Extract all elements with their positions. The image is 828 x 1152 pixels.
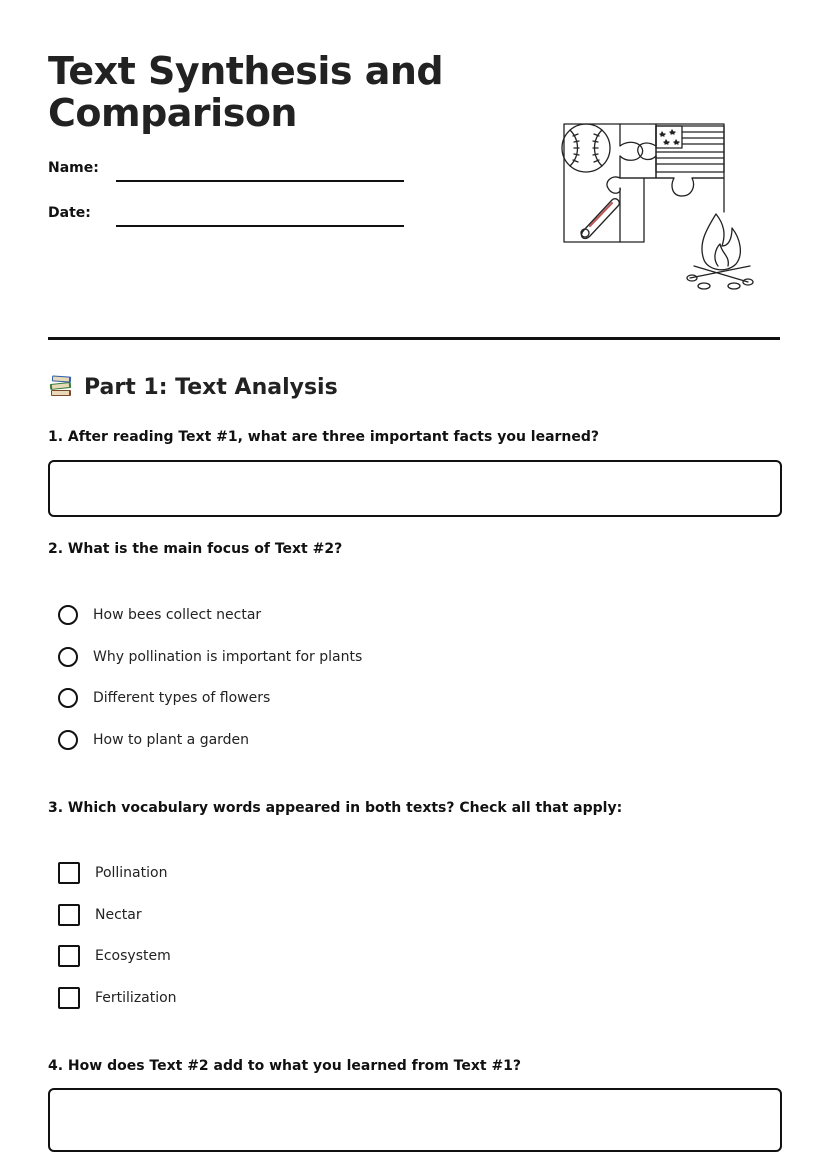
date-input-line[interactable] (116, 225, 404, 227)
q2-option-label: How bees collect nectar (93, 607, 262, 623)
q2-option-3[interactable] (58, 686, 270, 710)
q3-option-label: Fertilization (95, 990, 177, 1006)
q3-option-label: Ecosystem (95, 948, 171, 964)
name-input-line[interactable] (116, 180, 404, 182)
checkbox[interactable] (58, 945, 80, 967)
checkbox[interactable] (58, 904, 80, 926)
q2-option-label: How to plant a garden (93, 732, 250, 748)
date-field (48, 205, 408, 231)
page-title (48, 50, 448, 134)
q3-option-label: Pollination (95, 865, 168, 881)
question-1: 1. After reading Text #1, what are three important facts you learned? (48, 429, 600, 445)
question-2: 2. What is the main focus of Text #2? (48, 541, 343, 557)
worksheet-header (48, 50, 448, 134)
q3-option-4[interactable] (58, 986, 177, 1010)
puzzle-clipart-icon (556, 116, 756, 298)
q2-option-2[interactable] (58, 645, 362, 669)
name-label: Name: (48, 160, 99, 176)
header-divider (48, 337, 780, 340)
q2-option-label: Why pollination is important for plants (93, 649, 363, 665)
radio-button[interactable] (58, 730, 78, 750)
question-4: 4. How does Text #2 add to what you learned from Text #1? (48, 1058, 522, 1074)
checkbox[interactable] (58, 862, 80, 884)
q3-option-2[interactable] (58, 903, 142, 927)
answer-box-q1[interactable] (48, 460, 782, 517)
section-title-label: Part 1: Text Analysis (84, 374, 338, 400)
name-field (48, 160, 408, 186)
question-3: 3. Which vocabulary words appeared in both texts? Check all that apply: (48, 800, 623, 816)
q3-option-1[interactable] (58, 861, 167, 885)
q3-option-label: Nectar (95, 907, 142, 923)
page-title-line-1: Text Synthesis and (48, 49, 444, 93)
radio-button[interactable] (58, 688, 78, 708)
radio-button[interactable] (58, 647, 78, 667)
radio-button[interactable] (58, 605, 78, 625)
answer-box-q4[interactable] (48, 1088, 782, 1152)
q2-option-label: Different types of flowers (93, 690, 271, 706)
q3-option-3[interactable] (58, 944, 171, 968)
page-title-line-2: Comparison (48, 91, 297, 135)
q2-option-4[interactable] (58, 728, 249, 752)
checkbox[interactable] (58, 987, 80, 1009)
q2-option-1[interactable] (58, 603, 261, 627)
section-title-text-analysis (48, 374, 338, 400)
books-icon (48, 374, 74, 400)
date-label: Date: (48, 205, 91, 221)
